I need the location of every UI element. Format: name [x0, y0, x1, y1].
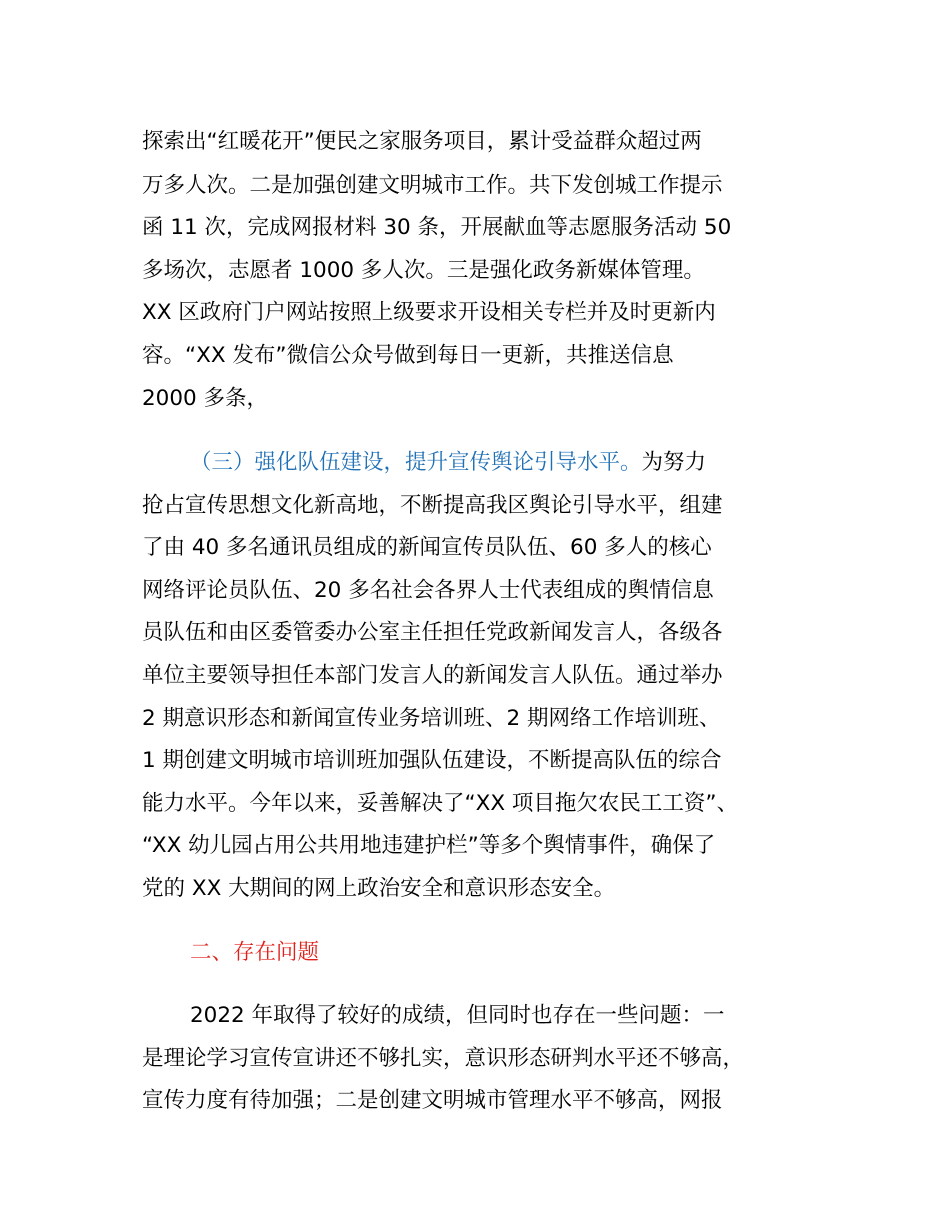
paragraph-line: 函 11 次，完成网报材料 30 条，开展献血等志愿服务活动 50 — [142, 215, 732, 240]
paragraph-line: 容。“XX 发布”微信公众号做到每日一更新，共推送信息 — [142, 343, 674, 368]
paragraph-line: 能力水平。今年以来，妥善解决了“XX 项目拖欠农民工工资”、 — [142, 791, 739, 816]
paragraph-line: 2022 年取得了较好的成绩，但同时也存在一些问题：一 — [190, 1003, 725, 1028]
paragraph-line: “XX 幼儿园占用公共用地违建护栏”等多个舆情事件，确保了 — [142, 833, 716, 858]
paragraph-line: 是理论学习宣传宣讲还不够扎实，意识形态研判水平还不够高， — [142, 1046, 745, 1071]
paragraph-line: 单位主要领导担任本部门发言人的新闻发言人队伍。通过举办 — [142, 663, 723, 688]
paragraph-line: 网络评论员队伍、20 多名社会各界人士代表组成的舆情信息 — [142, 578, 714, 603]
paragraph-line: 2000 多条， — [142, 386, 269, 411]
paragraph-line: 探索出“红暖花开”便民之家服务项目，累计受益群众超过两 — [142, 129, 702, 154]
paragraph-line: XX 区政府门户网站按照上级要求开设相关专栏并及时更新内 — [142, 300, 716, 325]
paragraph-line: 宣传力度有待加强；二是创建文明城市管理水平不够高，网报 — [142, 1088, 723, 1113]
paragraph-line: 抢占宣传思想文化新高地，不断提高我区舆论引导水平，组建 — [142, 493, 723, 518]
subsection-heading: （三）强化队伍建设，提升宣传舆论引导水平。 — [190, 450, 642, 475]
subsection-first-line — [190, 448, 706, 478]
paragraph-line: 了由 40 多名通讯员组成的新闻宣传员队伍、60 多人的核心 — [142, 535, 712, 560]
section-heading: 二、存在问题 — [190, 940, 320, 965]
paragraph-line: 员队伍和由区委管委办公室主任担任党政新闻发言人，各级各 — [142, 620, 723, 645]
paragraph-line: 多场次，志愿者 1000 多人次。三是强化政务新媒体管理。 — [142, 258, 705, 283]
paragraph-line: 1 期创建文明城市培训班加强队伍建设，不断提高队伍的综合 — [142, 748, 722, 773]
paragraph-line: 党的 XX 大期间的网上政治安全和意识形态安全。 — [142, 876, 616, 901]
paragraph-line: 2 期意识形态和新闻宣传业务培训班、2 期网络工作培训班、 — [142, 706, 721, 731]
paragraph-line: 万多人次。二是加强创建文明城市工作。共下发创城工作提示 — [142, 173, 723, 198]
subsection-text: 为努力 — [641, 450, 707, 475]
